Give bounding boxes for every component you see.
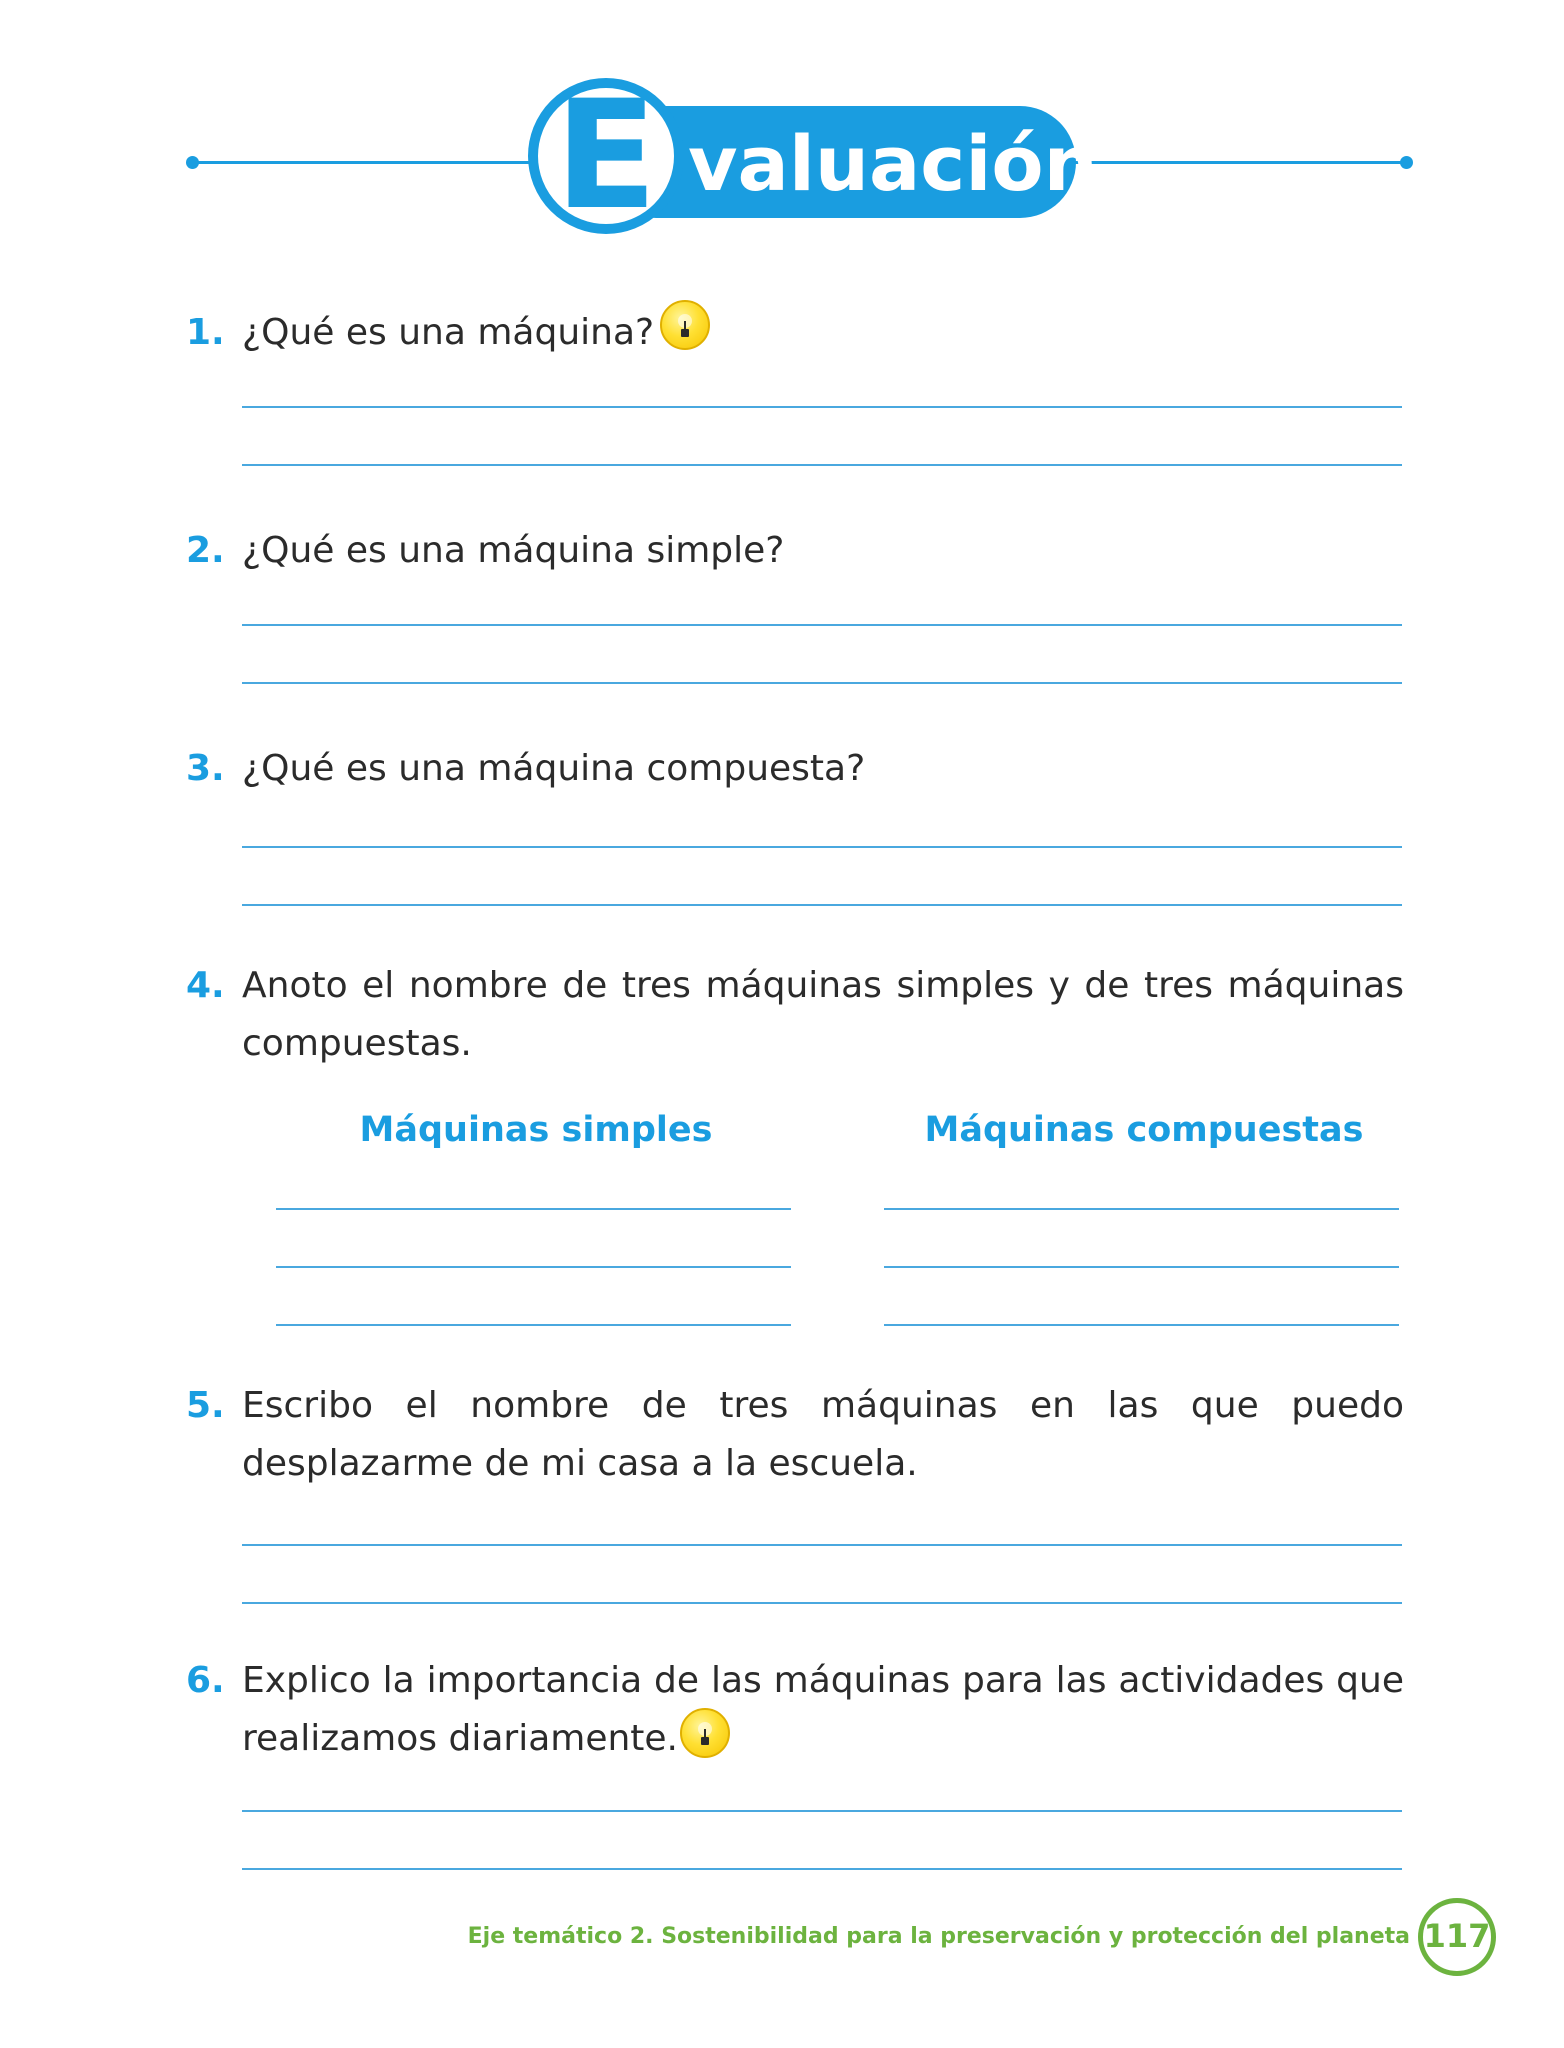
question-text: Anoto el nombre de tres máquinas simples y de tres máquinas compuestas. [242,965,1404,1064]
header-rule-dot-right [1400,156,1413,169]
answer-line[interactable] [242,406,1402,408]
question-text: Explico la importancia de las máquinas para las actividades que realizamos diariamente. [242,1660,1404,1759]
question-number: 6. [186,1660,225,1701]
answer-line[interactable] [242,1868,1402,1870]
compound-machine-line[interactable] [884,1324,1399,1326]
header-rule-dot-left [186,156,199,169]
header-rule-right [1070,161,1406,164]
column-heading-simple: Máquinas simples [359,1110,713,1150]
page-number: 117 [1423,1917,1491,1955]
lightbulb-icon [660,300,710,350]
question-number: 4. [186,965,225,1006]
title-text: valuación [688,119,1098,208]
header-rule-left [192,161,532,164]
answer-line[interactable] [242,1544,1402,1546]
lightbulb-icon [680,1708,730,1758]
question-number: 2. [186,530,225,571]
answer-line[interactable] [242,1602,1402,1604]
answer-line[interactable] [242,624,1402,626]
question-number: 3. [186,748,225,789]
question-text: ¿Qué es una máquina compuesta? [242,748,866,789]
answer-line[interactable] [242,904,1402,906]
compound-machine-line[interactable] [884,1208,1399,1210]
question-number: 1. [186,312,225,353]
question-text: ¿Qué es una máquina simple? [242,530,785,571]
simple-machine-line[interactable] [276,1208,791,1210]
answer-line[interactable] [242,1810,1402,1812]
column-heading-compound: Máquinas compuestas [924,1110,1364,1150]
simple-machine-line[interactable] [276,1324,791,1326]
answer-line[interactable] [242,846,1402,848]
answer-line[interactable] [242,682,1402,684]
question-text: ¿Qué es una máquina? [242,312,655,353]
answer-line[interactable] [242,464,1402,466]
question-text: Escribo el nombre de tres máquinas en las que puedo desplazarme de mi casa a la escuela. [242,1385,1404,1484]
title-initial: E [554,69,658,243]
simple-machine-line[interactable] [276,1266,791,1268]
question-number: 5. [186,1385,225,1426]
compound-machine-line[interactable] [884,1266,1399,1268]
footer-axis-text: Eje temático 2. Sostenibilidad para la preservación y protección del planeta [467,1924,1410,1949]
